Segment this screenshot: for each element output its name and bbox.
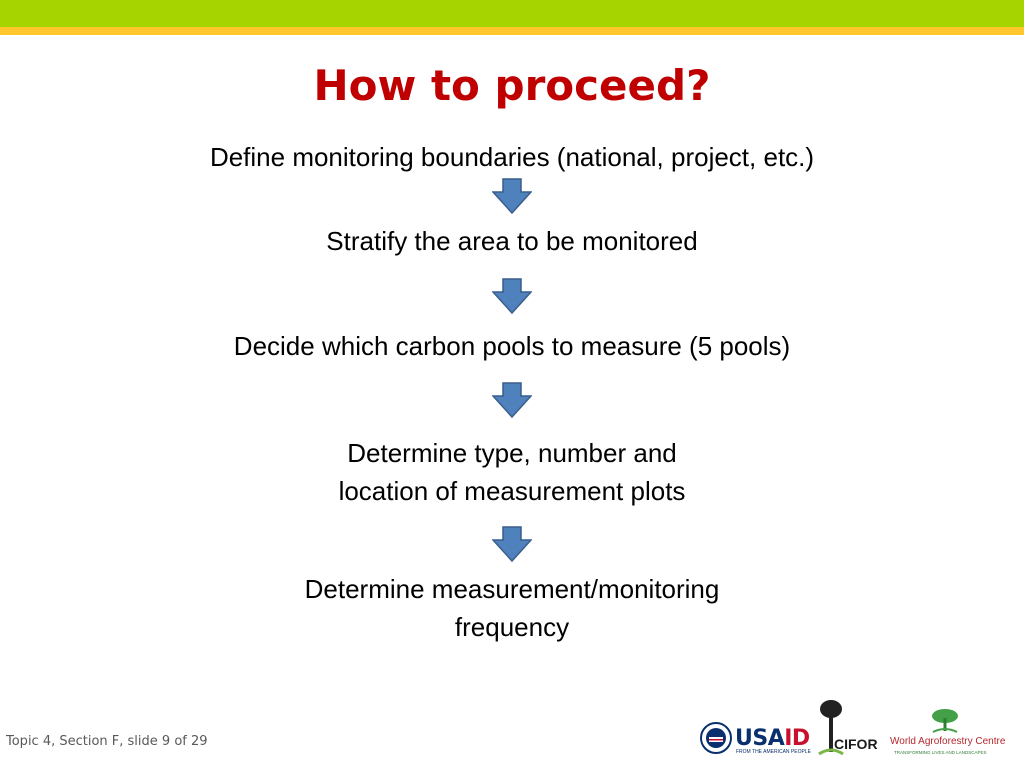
header-band-green: [0, 0, 1024, 27]
step-4: [100, 434, 924, 510]
header-band-yellow: [0, 27, 1024, 35]
down-arrow-icon: [492, 382, 532, 418]
usaid-logo-id: ID: [784, 726, 810, 751]
slide-footer: Topic 4, Section F, slide 9 of 29: [6, 734, 208, 749]
down-arrow-icon: [492, 526, 532, 562]
step-5-line-1: Determine measurement/monitoring: [304, 574, 720, 604]
usaid-logo-text: [735, 726, 810, 751]
step-4-line-2: location of measurement plots: [338, 476, 686, 506]
usaid-logo-usa: USA: [735, 726, 785, 751]
wac-tree-icon: [928, 708, 962, 734]
step-5-line-2: frequency: [454, 612, 570, 642]
step-4-line-1: Determine type, number and: [347, 438, 677, 468]
wac-logo-text: World Agroforestry Centre: [890, 736, 1006, 747]
step-1: [100, 138, 924, 176]
down-arrow-icon: [492, 278, 532, 314]
slide-title: How to proceed?: [313, 61, 711, 110]
usaid-seal-icon: [700, 722, 732, 754]
step-5: [100, 570, 924, 646]
step-2-line-1: Stratify the area to be monitored: [326, 226, 698, 256]
down-arrow-icon: [492, 178, 532, 214]
step-3-line-1: Decide which carbon pools to measure (5 pools): [233, 331, 791, 361]
cifor-logo-text: CIFOR: [834, 736, 878, 752]
wac-tagline: TRANSFORMING LIVES AND LANDSCAPES: [894, 750, 987, 755]
step-2: [100, 222, 924, 260]
step-3: [100, 327, 924, 365]
usaid-tagline: FROM THE AMERICAN PEOPLE: [736, 749, 811, 755]
partner-logos: [698, 696, 1016, 762]
step-1-line-1: Define monitoring boundaries (national, project, etc.): [209, 142, 815, 172]
